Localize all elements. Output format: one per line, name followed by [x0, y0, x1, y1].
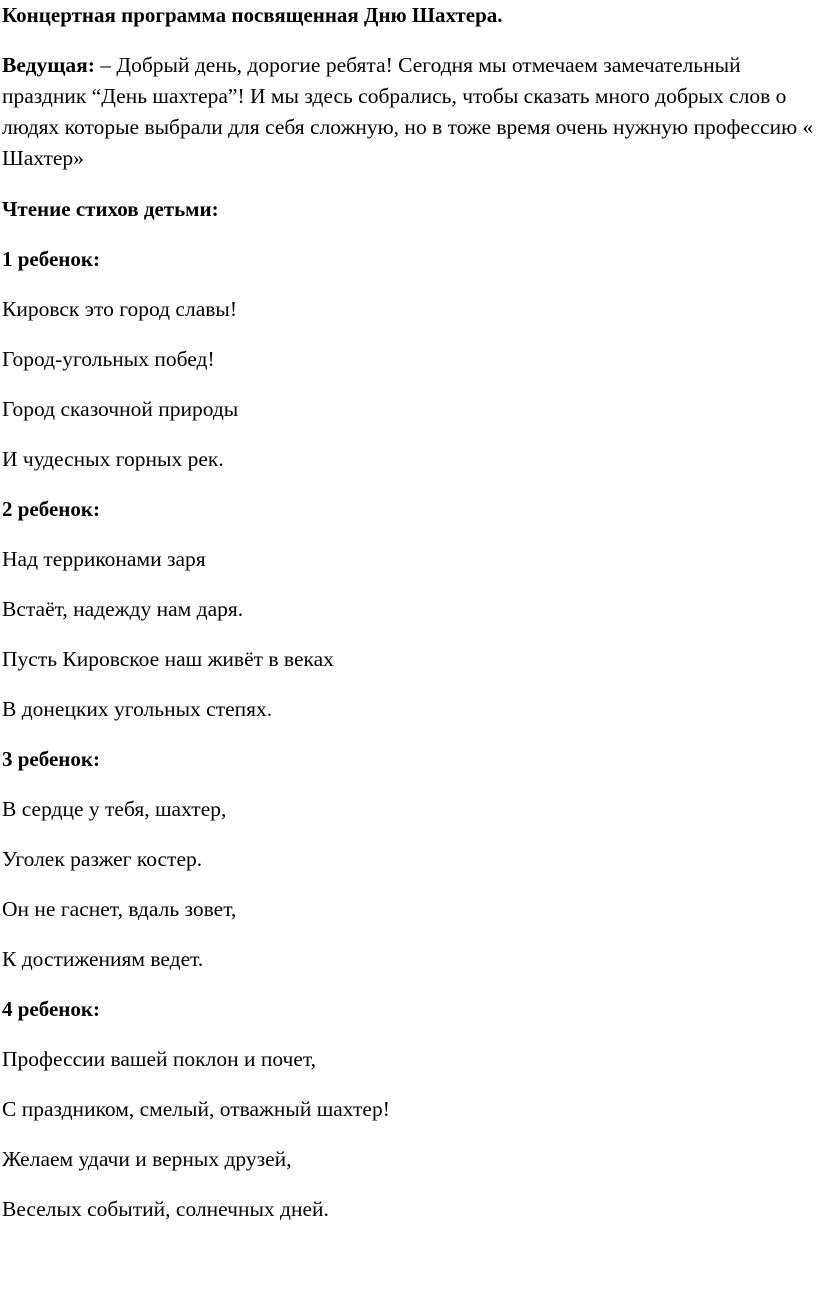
stanza-label-3: 3 ребенок: — [2, 747, 100, 771]
stanza-3-line: К достижениям ведет. — [2, 947, 204, 971]
stanza-4-line: С праздником, смелый, отважный шахтер! — [2, 1097, 390, 1121]
stanza-1-line: Город сказочной природы — [2, 397, 239, 421]
stanza-2-line: Над терриконами заря — [2, 547, 206, 571]
stanza-1-line: Кировск это город славы! — [2, 297, 237, 321]
stanza-3-line: В сердце у тебя, шахтер, — [2, 797, 227, 821]
stanza-4-line: Профессии вашей поклон и почет, — [2, 1047, 317, 1071]
host-speaker-label: Ведущая: — [2, 53, 95, 77]
stanza-1-line: И чудесных горных рек. — [2, 447, 224, 471]
stanza-3-line: Уголек разжег костер. — [2, 847, 203, 871]
stanza-label-4: 4 ребенок: — [2, 997, 100, 1021]
document-title: Концертная программа посвященная Дню Шахтера. — [2, 3, 503, 27]
stanza-label-1: 1 ребенок: — [2, 247, 100, 271]
stanza-label-2: 2 ребенок: — [2, 497, 100, 521]
reading-heading: Чтение стихов детьми: — [2, 197, 219, 221]
stanza-4-line: Веселых событий, солнечных дней. — [2, 1197, 329, 1221]
host-intro-text: – Добрый день, дорогие ребята! Сегодня мы отмечаем замечательный праздник “День шахтера”! И мы здесь собрались, чтобы сказать много добрых слов о людях которые выбрали для себя сложную, но в тоже время очень нужную профессию « Шахтер» — [2, 53, 814, 170]
stanza-2-line: Встаёт, надежду нам даря. — [2, 597, 244, 621]
stanza-3-line: Он не гаснет, вдаль зовет, — [2, 897, 237, 921]
stanza-4-line: Желаем удачи и верных друзей, — [2, 1147, 292, 1171]
stanza-1-line: Город-угольных побед! — [2, 347, 215, 371]
host-intro-paragraph — [2, 50, 814, 174]
stanza-2-line: Пусть Кировское наш живёт в веках — [2, 647, 334, 671]
stanza-2-line: В донецких угольных степях. — [2, 697, 273, 721]
